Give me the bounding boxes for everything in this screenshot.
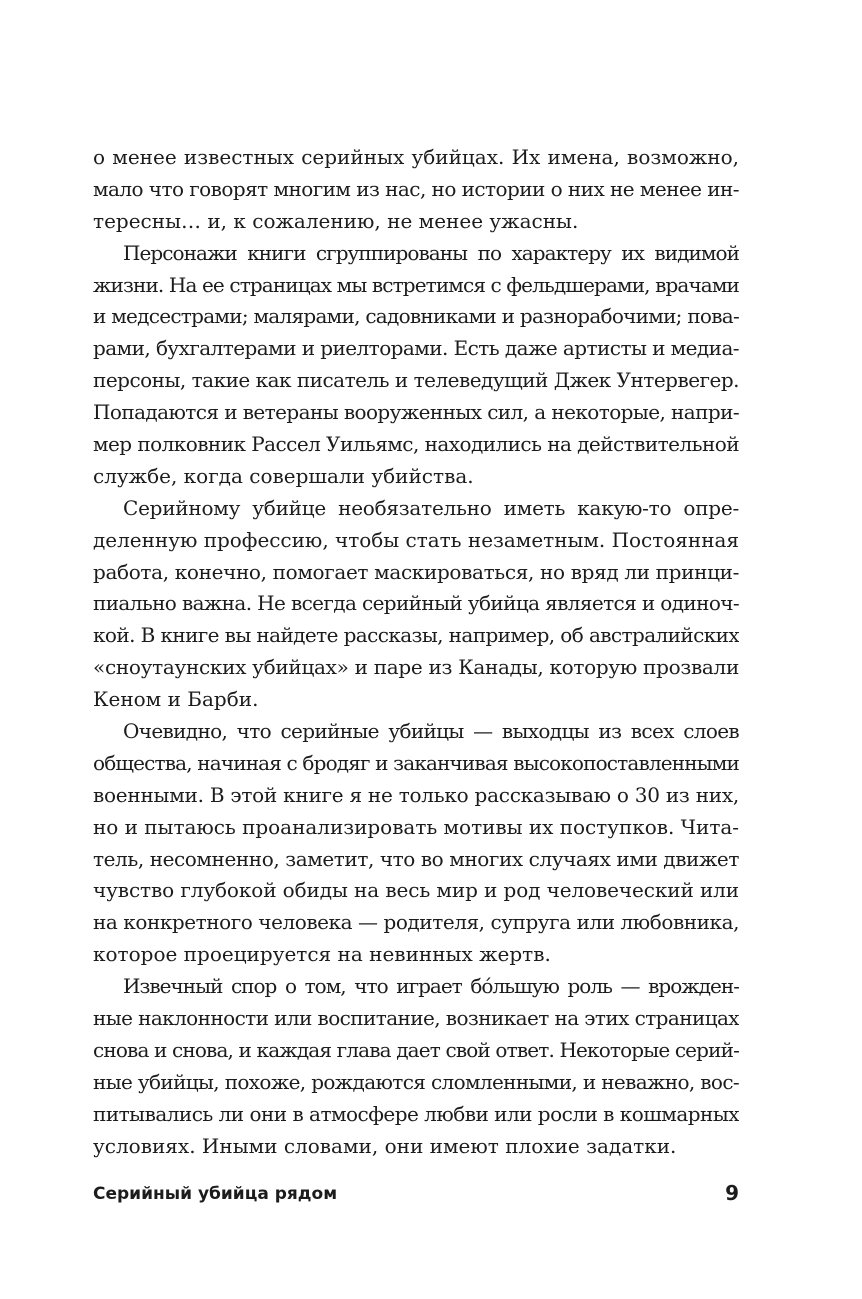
text-line: работа, конечно, помогает маскироваться, но вряд ли принци- [93,559,739,584]
text-line: пиально важна. Не всегда серийный убийца является и одиноч- [93,591,739,616]
text-line: Серийному убийце необязательно иметь какую-то опре- [123,495,739,520]
text-line: «сноутаунских убийцах» и паре из Канады, которую прозвали [93,655,739,680]
text-line: но и пытаюсь проанализировать мотивы их поступков. Чита- [93,814,739,839]
text-line: Извечный спор о том, что играет бо́льшую роль — врожден- [123,974,739,999]
text-line: тересны… и, к сожалению, не менее ужасны. [93,208,579,233]
page-number: 9 [725,1181,739,1205]
text-line: и медсестрами; малярами, садовниками и разнорабочими; пова- [93,304,739,329]
text-line: военными. В этой книге я не только рассказываю о 30 из них, [93,782,739,807]
text-line: службе, когда совершали убийства. [93,463,474,488]
text-line: Кеном и Барби. [93,687,259,712]
text-line: мер полковник Рассел Уильямс, находились на действительной [93,432,739,457]
text-line: снова и снова, и каждая глава дает свой ответ. Некоторые серий- [93,1037,739,1062]
text-line: ные наклонности или воспитание, возникает на этих страницах [93,1006,739,1031]
text-line: мало что говорят многим из нас, но истории о них не менее ин- [93,176,739,201]
text-line: деленную профессию, чтобы стать незаметным. Постоянная [93,527,739,552]
text-line: на конкретного человека — родителя, супруга или любовника, [93,910,739,935]
text-line: ные убийцы, похоже, рождаются сломленными, и неважно, вос- [93,1069,739,1094]
body-text [93,142,739,1163]
text-line: Персонажи книги сгруппированы по характеру их видимой [123,240,739,265]
text-line: персоны, такие как писатель и телеведущий Джек Унтервегер. [93,368,739,393]
text-line: Попадаются и ветераны вооруженных сил, а некоторые, напри- [93,400,739,425]
text-line: которое проецируется на невинных жертв. [93,942,551,967]
text-line: жизни. На ее страницах мы встретимся с фельдшерами, врачами [93,272,739,297]
text-line: о менее известных серийных убийцах. Их имена, возможно, [93,145,739,169]
text-line: чувство глубокой обиды на весь мир и род человеческий или [93,878,739,903]
text-line: кой. В книге вы найдете рассказы, например, об австралийских [93,623,739,648]
text-line: Очевидно, что серийные убийцы — выходцы из всех слоев [123,719,739,744]
text-line: общества, начиная с бродяг и заканчивая высокопоставленными [93,750,739,775]
running-footer-title: Серийный убийца рядом [93,1184,338,1204]
text-line: тель, несомненно, заметит, что во многих случаях ими движет [93,846,739,871]
text-line: условиях. Иными словами, они имеют плохие задатки. [93,1133,677,1158]
text-line: рами, бухгалтерами и риелторами. Есть даже артисты и медиа- [93,336,739,361]
text-line: питывались ли они в атмосфере любви или росли в кошмарных [93,1101,739,1126]
